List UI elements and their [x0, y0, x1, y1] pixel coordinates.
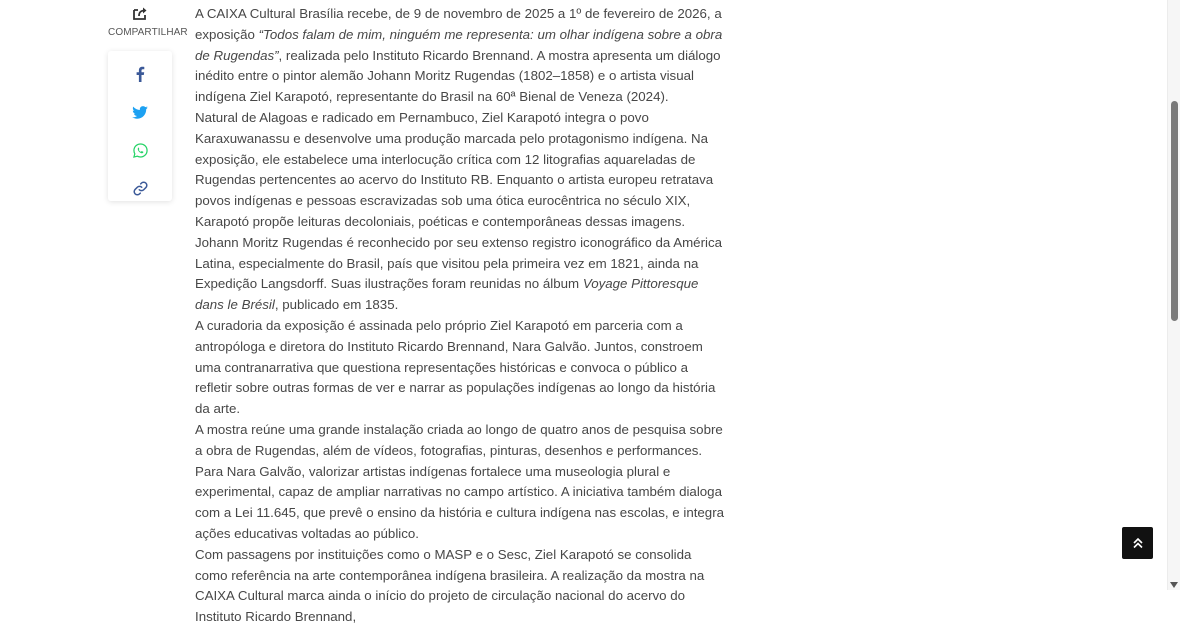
- article-body: [195, 4, 725, 628]
- article-paragraph: A mostra reúne uma grande instalação criada ao longo de quatro anos de pesquisa sobre a obra de Rugendas, além de vídeos, fotografias, pinturas, desenhos e performances. Para Nara Galvão, valorizar artistas indígenas fortalece uma museologia plural e experimental, capaz de ampliar narrativas no campo artístico. A iniciativa também dialoga com a Lei 11.645, que prevê o ensino da história e cultura indígena nas escolas, e integra ações educativas voltadas ao público.: [195, 421, 725, 541]
- share-label: COMPARTILHAR: [108, 27, 188, 38]
- article-paragraph: A CAIXA Cultural Brasília recebe, de 9 de novembro de 2025 a 1º de fevereiro de 2026, a exposição “Todos falam de mim, ninguém me representa: um olhar indígena sobre a obra de Rugendas”, realizada pelo Instituto Ricardo Brennand. A mostra apresenta um diálogo inédito entre o pintor alemão Johann Moritz Rugendas (1802–1858) e o artista visual indígena Ziel Karapotó, representante do Brasil na 60ª Bienal de Veneza (2024).: [195, 6, 723, 105]
- scrollbar-thumb[interactable]: [1171, 101, 1178, 321]
- double-chevron-up-icon: [1132, 537, 1144, 549]
- page-scrollbar[interactable]: [1167, 0, 1180, 590]
- article-paragraph: A curadoria da exposição é assinada pelo próprio Ziel Karapotó em parceria com a antropóloga e diretora do Instituto Ricardo Brennand, Nara Galvão. Juntos, constroem uma contranarrativa que questiona representações históricas e convoca o público a refletir sobre outras formas de ver e narrar as populações indígenas ao longo da história da arte.: [195, 317, 716, 417]
- twitter-share-button[interactable]: [128, 100, 152, 124]
- facebook-icon: [135, 66, 145, 82]
- exhibition-title: “Todos falam de mim, ninguém me representa: um olhar indígena sobre a obra de Rugendas”: [195, 26, 723, 63]
- facebook-share-button[interactable]: [128, 62, 152, 86]
- whatsapp-share-button[interactable]: [128, 138, 152, 162]
- article-paragraph: Natural de Alagoas e radicado em Pernambuco, Ziel Karapotó integra o povo Karaxuwanassu e desenvolve uma produção marcada pelo protagonismo indígena. Na exposição, ele estabelece uma interlocução crítica com 12 litografias aquareladas de Rugendas pertencentes ao acervo do Instituto RB. Enquanto o artista europeu retratava povos indígenas e pessoas escravizadas sob uma ótica eurocêntrica no século XIX, Karapotó propõe leituras decoloniais, poéticas e contemporâneas dessas imagens.: [195, 109, 714, 229]
- link-icon: [133, 181, 148, 196]
- article-paragraph: Johann Moritz Rugendas é reconhecido por seu extenso registro iconográfico da América Latina, especialmente do Brasil, país que visitou pela primeira vez em 1821, ainda na Expedição Langsdorff. Suas ilustrações foram reunidas no álbum Voyage Pittoresque dans le Brésil, publicado em 1835.: [195, 234, 723, 313]
- share-buttons-card: [108, 51, 172, 201]
- share-icon: [132, 6, 148, 21]
- back-to-top-button[interactable]: [1122, 527, 1153, 559]
- scroll-down-arrow[interactable]: [1170, 582, 1178, 588]
- twitter-icon: [132, 106, 148, 119]
- share-header[interactable]: [108, 6, 188, 38]
- whatsapp-icon: [133, 143, 148, 158]
- article-paragraph: Com passagens por instituições como o MASP e o Sesc, Ziel Karapotó se consolida como referência na arte contemporânea indígena brasileira. A realização da mostra na CAIXA Cultural marca ainda o início do projeto de circulação nacional do acervo do Instituto Ricardo Brennand,: [195, 546, 705, 625]
- share-panel: [108, 6, 188, 38]
- copy-link-button[interactable]: [128, 176, 152, 200]
- album-title: Voyage Pittoresque dans le Brésil: [195, 276, 699, 313]
